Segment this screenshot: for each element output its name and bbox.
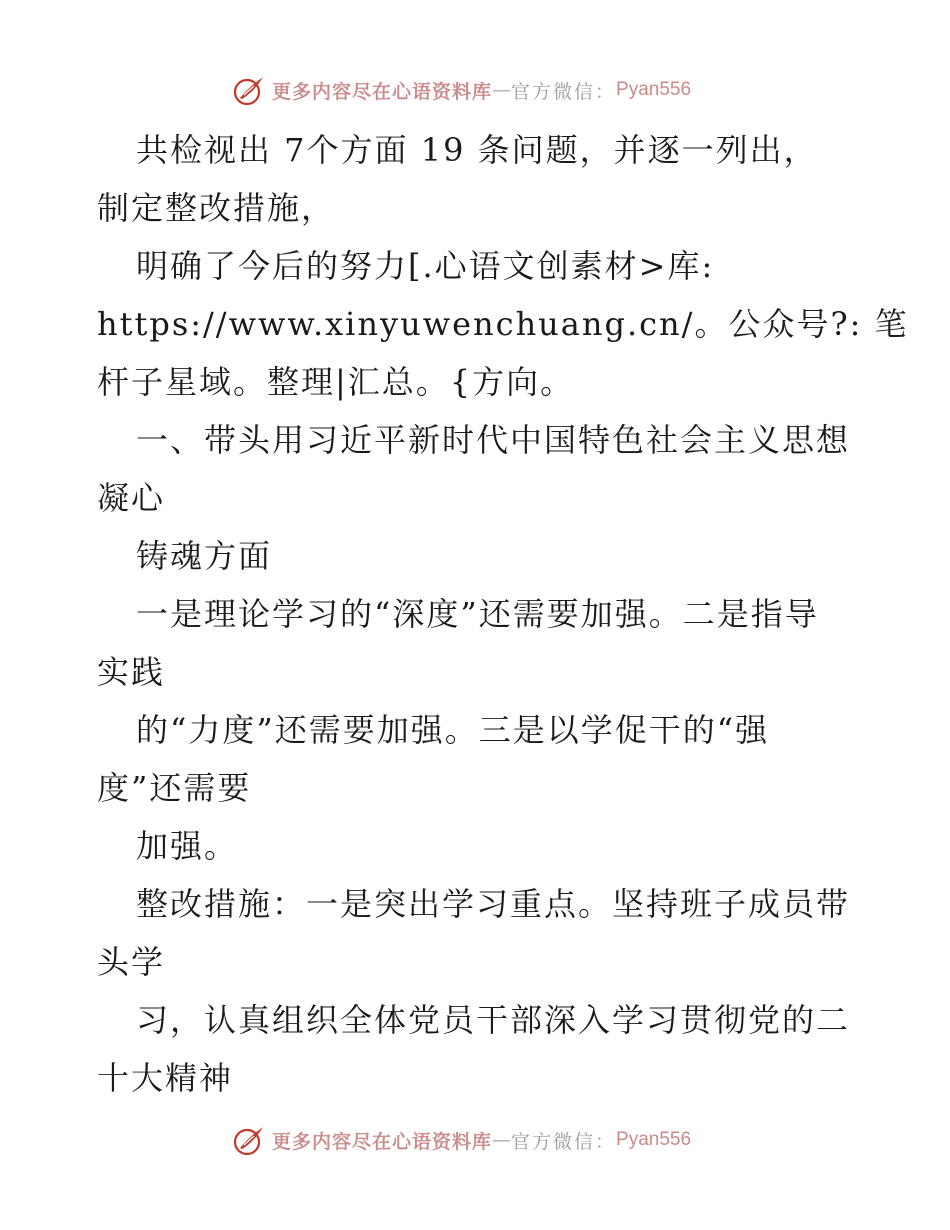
body-line: 实践 bbox=[97, 653, 166, 691]
section-heading: 一、带头用习近平新时代中国特色社会主义思想 bbox=[136, 421, 851, 459]
body-line: 共检视出 7个方面 19 条问题，并逐一列出， bbox=[136, 131, 818, 169]
body-line: 加强。 bbox=[136, 827, 239, 865]
section-heading: 凝心 bbox=[97, 479, 166, 517]
body-line: 度”还需要 bbox=[97, 769, 252, 807]
body-line: 制定整改措施， bbox=[97, 189, 336, 227]
quill-logo-icon bbox=[232, 73, 266, 107]
body-line: 整改措施：一是突出学习重点。坚持班子成员带 bbox=[136, 885, 851, 923]
footer-wechat-id: Pyan556 bbox=[616, 1129, 692, 1150]
header-banner bbox=[232, 72, 691, 108]
section-heading: 铸魂方面 bbox=[136, 537, 273, 575]
header-site-title: 更多内容尽在心语资料库 bbox=[272, 80, 493, 103]
header-wechat-label: 官方微信： bbox=[511, 80, 617, 103]
body-line: 十大精神 bbox=[97, 1059, 234, 1097]
body-line: 一是理论学习的“深度”还需要加强。二是指导 bbox=[136, 595, 819, 633]
footer-wechat-label: 官方微信： bbox=[511, 1130, 617, 1153]
body-line: https://www.xinyuwenchuang.cn/。公众号?: 笔 bbox=[97, 305, 909, 343]
footer-dash: — bbox=[492, 1129, 512, 1151]
header-dash: — bbox=[492, 79, 512, 101]
body-line: 明确了今后的努力[.心语文创素材>库: bbox=[136, 247, 715, 285]
footer-site-title: 更多内容尽在心语资料库 bbox=[272, 1130, 493, 1153]
quill-logo-icon bbox=[232, 1123, 266, 1157]
header-wechat-id: Pyan556 bbox=[616, 79, 692, 100]
body-line: 头学 bbox=[97, 943, 166, 981]
body-line: 杆子星域。整理|汇总。{方向。 bbox=[97, 363, 575, 401]
footer-banner bbox=[232, 1122, 691, 1158]
body-line: 的“力度”还需要加强。三是以学促干的“强 bbox=[136, 711, 770, 749]
body-line: 习，认真组织全体党员干部深入学习贯彻党的二 bbox=[136, 1001, 851, 1039]
